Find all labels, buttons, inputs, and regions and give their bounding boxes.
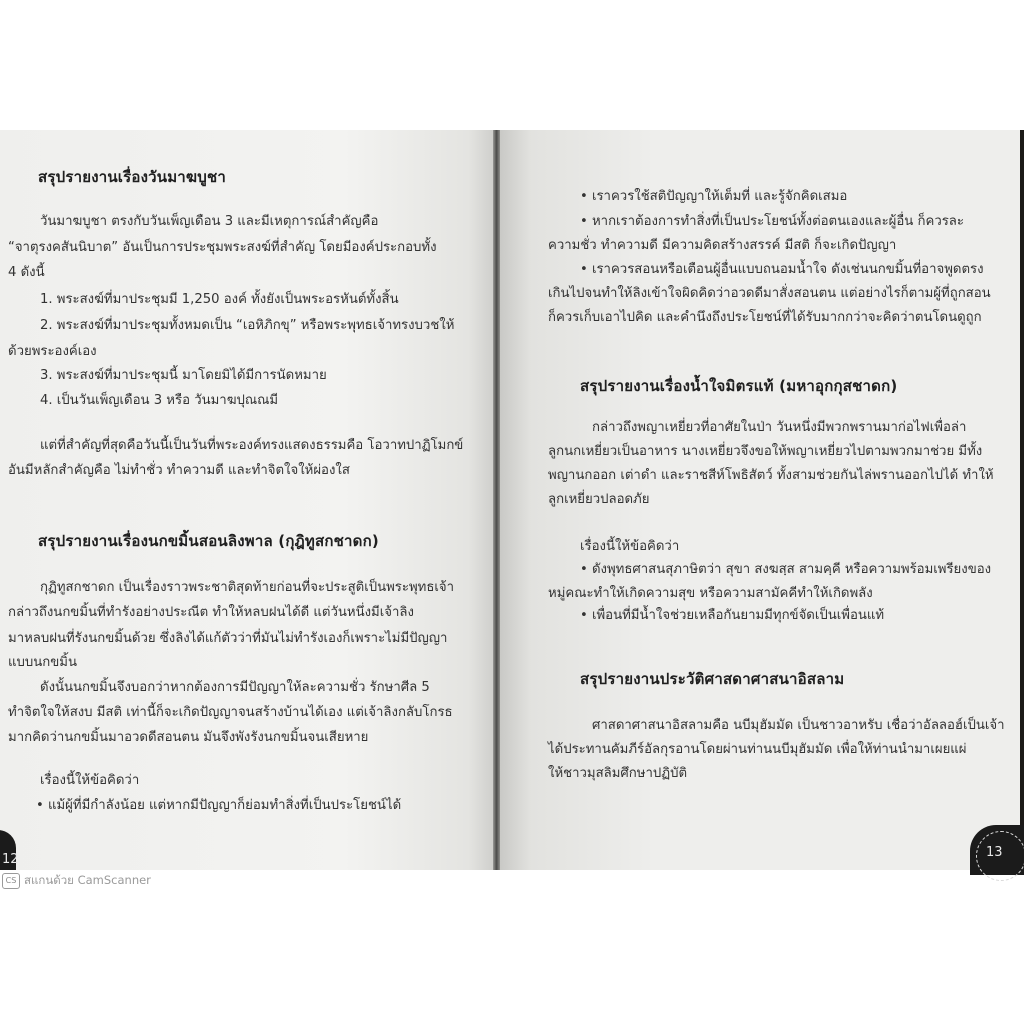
page-number-right-text: 13 <box>986 845 1003 860</box>
body-line: ศาสดาศาสนาอิสลามคือ นบีมุฮัมมัด เป็นชาวอาหรับ เชื่อว่าอัลลอฮ์เป็นเจ้า <box>592 718 1005 733</box>
body-line: ความชั่ว ทำความดี มีความคิดสร้างสรรค์ มีสติ ก็จะเกิดปัญญา <box>548 238 897 253</box>
bullet-item: • หากเราต้องการทำสิ่งที่เป็นประโยชน์ทั้งต่อตนเองและผู้อื่น ก็ควรละ <box>580 214 964 229</box>
right-page <box>500 130 1020 870</box>
body-line: 4 ดังนี้ <box>8 265 45 280</box>
list-item: 2. พระสงฆ์ที่มาประชุมทั้งหมดเป็น “เอหิภิกขุ” หรือพระพุทธเจ้าทรงบวชให้ <box>40 318 455 333</box>
bullet-item: • เพื่อนที่มีน้ำใจช่วยเหลือกันยามมีทุกข์จัดเป็นเพื่อนแท้ <box>580 608 885 623</box>
body-line: กล่าวถึงพญาเหยี่ยวที่อาศัยในป่า วันหนึ่งมีพวกพรานมาก่อไฟเพื่อล่า <box>592 420 967 435</box>
body-line: เกินไปจนทำให้ลิงเข้าใจผิดคิดว่าอวดดีมาสั่งสอนตน แต่อย่างไรก็ตามผู้ที่ถูกสอน <box>548 286 991 301</box>
section-heading-makha-bucha: สรุปรายงานเรื่องวันมาฆบูชา <box>38 168 226 186</box>
section-heading-kutidusaka: สรุปรายงานเรื่องนกขมิ้นสอนลิงพาล (กุฎิทูสกชาดก) <box>38 532 379 550</box>
body-line: “จาตุรงคสันนิบาต” อันเป็นการประชุมพระสงฆ์ที่สำคัญ โดยมีองค์ประกอบทั้ง <box>8 240 437 255</box>
body-line: หมู่คณะทำให้เกิดความสุข หรือความสามัคคีทำให้เกิดพลัง <box>548 586 873 601</box>
page-number-left-text: 12 <box>2 852 19 867</box>
book-gutter <box>493 130 500 870</box>
lesson-label: เรื่องนี้ให้ข้อคิดว่า <box>580 539 680 554</box>
list-item: 4. เป็นวันเพ็ญเดือน 3 หรือ วันมาฆปุณณมี <box>40 393 279 408</box>
body-line: ก็ควรเก็บเอาไปคิด และคำนึงถึงประโยชน์ที่ได้รับมากกว่าจะคิดว่าตนโดนดูถูก <box>548 310 982 325</box>
list-item: 1. พระสงฆ์ที่มาประชุมมี 1,250 องค์ ทั้งยังเป็นพระอรหันต์ทั้งสิ้น <box>40 292 399 307</box>
bullet-item: • ดังพุทธศาสนสุภาษิตว่า สุขา สงฆสฺส สามคฺคี หรือความพร้อมเพรียงของ <box>580 562 992 577</box>
bullet-item: • เราควรใช้สติปัญญาให้เต็มที่ และรู้จักคิดเสมอ <box>580 189 848 204</box>
bullet-item: • เราควรสอนหรือเตือนผู้อื่นแบบถนอมน้ำใจ ดังเช่นนกขมิ้นที่อาจพูดตรง <box>580 262 984 277</box>
left-page <box>0 130 493 870</box>
body-line: พญานกออก เต่าดำ และราชสีห์โพธิสัตว์ ทั้งสามช่วยกันไล่พรานออกไปได้ ทำให้ <box>548 468 994 483</box>
bullet-item: • แม้ผู้ที่มีกำลังน้อย แต่หากมีปัญญาก็ย่อมทำสิ่งที่เป็นประโยชน์ได้ <box>36 798 402 813</box>
body-line: วันมาฆบูชา ตรงกับวันเพ็ญเดือน 3 และมีเหตุการณ์สำคัญคือ <box>40 214 379 229</box>
body-line: ด้วยพระองค์เอง <box>8 344 97 359</box>
body-line: กล่าวถึงนกขมิ้นที่ทำรังอย่างประณีต ทำให้หลบฝนได้ดี แต่วันหนึ่งมีเจ้าลิง <box>8 605 414 620</box>
page-number-left <box>0 830 19 870</box>
body-line: ได้ประทานคัมภีร์อัลกุรอานโดยผ่านท่านนบีมุฮัมมัด เพื่อให้ท่านนำมาเผยแผ่ <box>548 742 967 757</box>
body-line: ให้ชาวมุสลิมศึกษาปฏิบัติ <box>548 766 688 781</box>
body-line: มากคิดว่านกขมิ้นมาอวดดีสอนตน มันจึงพังรังนกขมิ้นจนเสียหาย <box>8 730 369 745</box>
page-number-right <box>970 825 1024 875</box>
body-line: ดังนั้นนกขมิ้นจึงบอกว่าหากต้องการมีปัญญาให้ละความชั่ว รักษาศีล 5 <box>40 680 430 695</box>
watermark-text: สแกนด้วย CamScanner <box>24 873 151 887</box>
body-line: ลูกนกเหยี่ยวเป็นอาหาร นางเหยี่ยวจึงขอให้พญาเหยี่ยวไปตามพวกมาช่วย มีทั้ง <box>548 444 983 459</box>
body-line: มาหลบฝนที่รังนกขมิ้นด้วย ซึ่งลิงได้แก้ตัวว่าที่มันไม่ทำรังเองก็เพราะไม่มีปัญญา <box>8 631 448 646</box>
lesson-label: เรื่องนี้ให้ข้อคิดว่า <box>40 773 140 788</box>
list-item: 3. พระสงฆ์ที่มาประชุมนี้ มาโดยมิได้มีการนัดหมาย <box>40 368 327 383</box>
body-line: อันมีหลักสำคัญคือ ไม่ทำชั่ว ทำความดี และทำจิตใจให้ผ่องใส <box>8 463 350 478</box>
body-line: กุฏิทูสกชาดก เป็นเรื่องราวพระชาติสุดท้ายก่อนที่จะประสูติเป็นพระพุทธเจ้า <box>40 580 455 595</box>
camscanner-logo-icon: CS <box>2 873 20 889</box>
body-line: แบบนกขมิ้น <box>8 655 77 670</box>
section-heading-maha-ukkusa: สรุปรายงานเรื่องน้ำใจมิตรแท้ (มหาอุกกุสชาดก) <box>580 377 898 395</box>
body-line: แต่ที่สำคัญที่สุดคือวันนี้เป็นวันที่พระองค์ทรงแสดงธรรมคือ โอวาทปาฏิโมกข์ <box>40 438 464 453</box>
body-line: ทำจิตใจให้สงบ มีสติ เท่านี้ก็จะเกิดปัญญาจนสร้างบ้านได้เอง แต่เจ้าลิงกลับโกรธ <box>8 705 453 720</box>
camscanner-watermark <box>2 872 151 890</box>
body-line: ลูกเหยี่ยวปลอดภัย <box>548 492 650 507</box>
section-heading-islam-prophet: สรุปรายงานประวัติศาสดาศาสนาอิสลาม <box>580 670 845 688</box>
book-scan <box>0 130 1024 870</box>
